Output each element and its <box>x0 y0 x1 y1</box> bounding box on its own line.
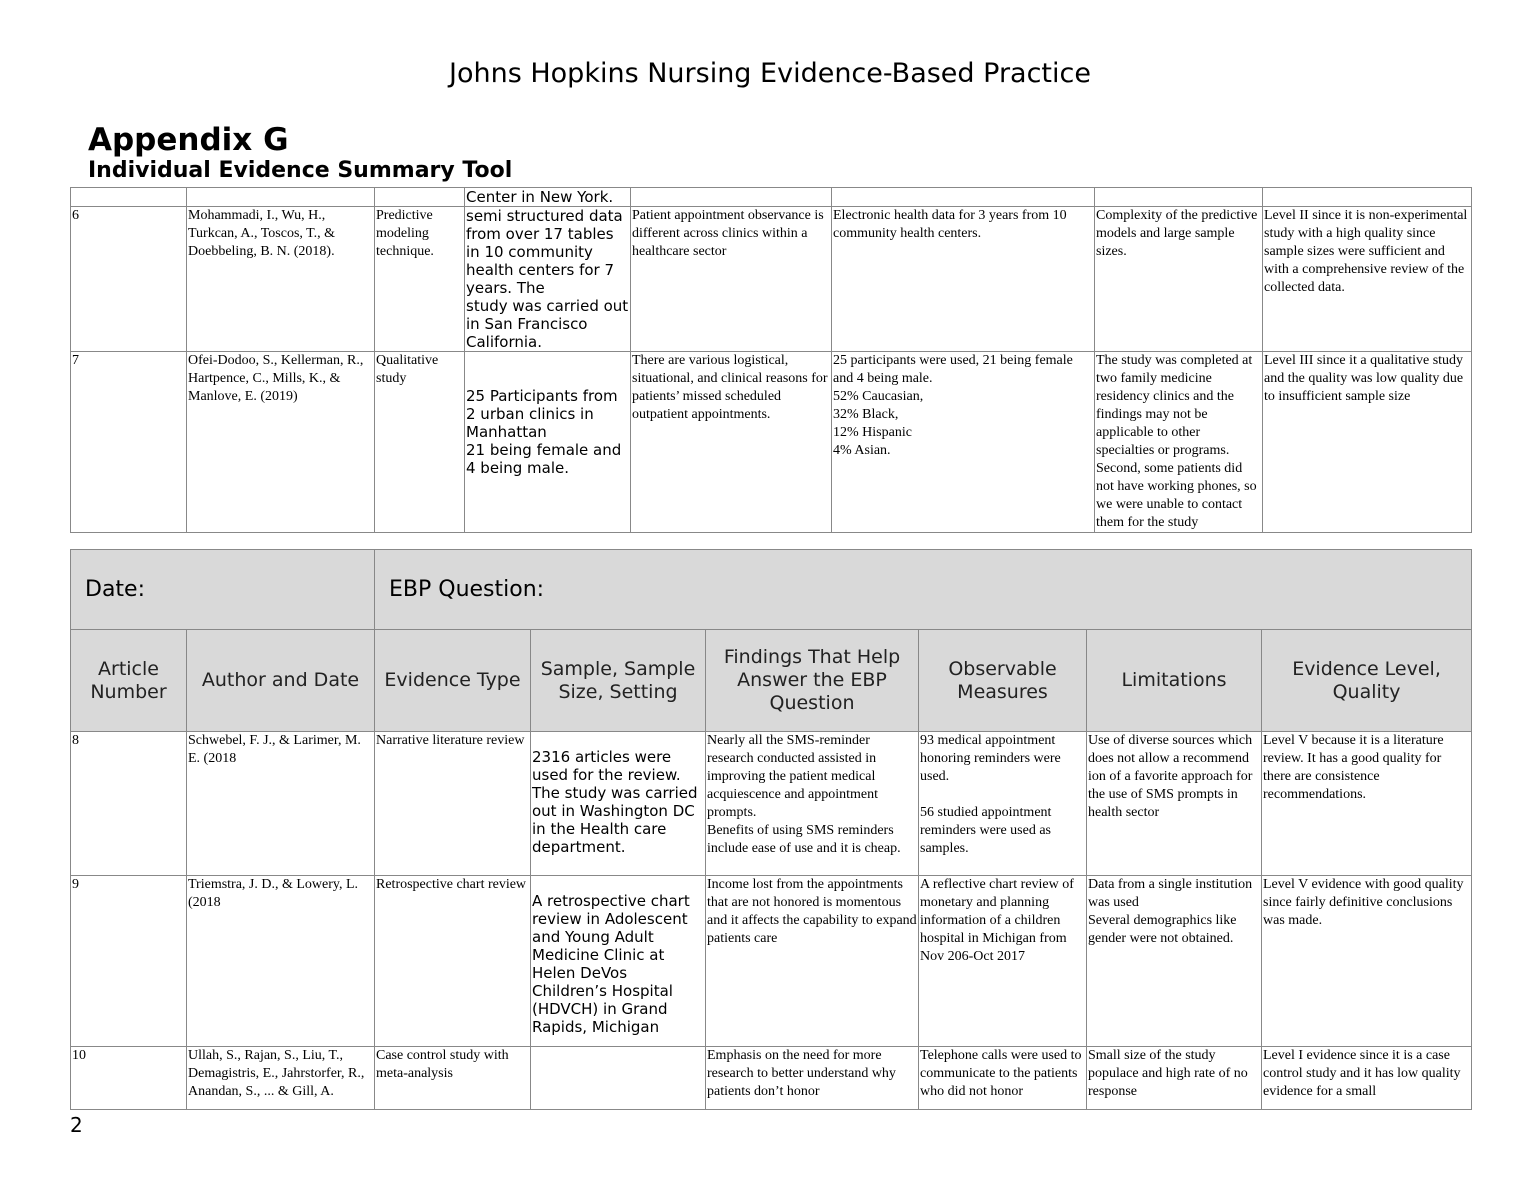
findings-cell: There are various logistical, situational, and clinical reasons for patients’ missed scheduled outpatient appointments. <box>631 352 832 533</box>
measures-cell: A reflective chart review of monetary and planning information of a children hospital in Michigan from Nov 206-Oct 2017 <box>919 876 1087 1047</box>
author-cell: Ofei-Dodoo, S., Kellerman, R., Hartpence, C., Mills, K., & Manlove, E. (2019) <box>187 352 375 533</box>
evidence-level-cell: Level V because it is a literature review. It has a good quality for there are consistence recommendations. <box>1262 732 1472 876</box>
evidence-type-cell: Qualitative study <box>375 352 465 533</box>
measures-cell: 25 participants were used, 21 being female and 4 being male. 52% Caucasian, 32% Black, 12% Hispanic 4% Asian. <box>832 352 1095 533</box>
sample-cell <box>531 1047 706 1110</box>
limitations-cell: Use of diverse sources which does not allow a recommend ion of a favorite approach for the use of SMS prompts in health sector <box>1087 732 1262 876</box>
evidence-type-cell: Predictive modeling technique. <box>375 207 465 352</box>
author-cell: Triemstra, J. D., & Lowery, L. (2018 <box>187 876 375 1047</box>
sample-cell: Center in New York. <box>465 188 631 207</box>
ebp-question-label: EBP Question: <box>375 550 1472 630</box>
limitations-cell: Data from a single institution was used Several demographics like gender were not obtained. <box>1087 876 1262 1047</box>
header-findings: Findings That Help Answer the EBP Question <box>706 630 919 732</box>
tool-subtitle: Individual Evidence Summary Tool <box>88 158 513 183</box>
sample-cell: 25 Participants from 2 urban clinics in Manhattan 21 being female and 4 being male. <box>465 352 631 533</box>
findings-cell: Nearly all the SMS-reminder research conducted assisted in improving the patient medical acquiescence and appointment prompts. Benefits of using SMS reminders include ease of use and it is cheap. <box>706 732 919 876</box>
evidence-level-cell: Level III since it a qualitative study and the quality was low quality due to insufficient sample size <box>1263 352 1472 533</box>
evidence-type-cell: Retrospective chart review <box>375 876 531 1047</box>
evidence-table-continued <box>70 187 1472 533</box>
measures-cell: Electronic health data for 3 years from 10 community health centers. <box>832 207 1095 352</box>
sample-cell: semi structured data from over 17 tables in 10 community health centers for 7 years. The study was carried out in San Francisco California. <box>465 207 631 352</box>
sample-cell: 2316 articles were used for the review. The study was carried out in Washington DC in the Health care department. <box>531 732 706 876</box>
document-header-title: Johns Hopkins Nursing Evidence-Based Practice <box>449 58 1091 89</box>
article-number-cell: 10 <box>71 1047 187 1110</box>
appendix-title: Appendix G <box>88 122 289 158</box>
table-row <box>71 352 1472 533</box>
date-label: Date: <box>71 550 375 630</box>
author-cell: Ullah, S., Rajan, S., Liu, T., Demagistris, E., Jahrstorfer, R., Anandan, S., ... & Gill, A. <box>187 1047 375 1110</box>
article-number-cell: 9 <box>71 876 187 1047</box>
header-evidence-type: Evidence Type <box>375 630 531 732</box>
author-cell: Mohammadi, I., Wu, H., Turkcan, A., Toscos, T., & Doebbeling, B. N. (2018). <box>187 207 375 352</box>
findings-cell: Income lost from the appointments that are not honored is momentous and it affects the capability to expand patients care <box>706 876 919 1047</box>
limitations-cell: Complexity of the predictive models and large sample sizes. <box>1095 207 1263 352</box>
sample-cell: A retrospective chart review in Adolescent and Young Adult Medicine Clinic at Helen DeVos Children’s Hospital (HDVCH) in Grand Rapids, Michigan <box>531 876 706 1047</box>
article-number-cell: 6 <box>71 207 187 352</box>
evidence-level-cell: Level II since it is non-experimental study with a high quality since sample sizes were sufficient and with a comprehensive review of the collected data. <box>1263 207 1472 352</box>
article-number-cell: 8 <box>71 732 187 876</box>
evidence-level-cell: Level V evidence with good quality since fairly definitive conclusions was made. <box>1262 876 1472 1047</box>
author-cell: Schwebel, F. J., & Larimer, M. E. (2018 <box>187 732 375 876</box>
evidence-type-cell: Narrative literature review <box>375 732 531 876</box>
header-limitations: Limitations <box>1087 630 1262 732</box>
limitations-cell: The study was completed at two family medicine residency clinics and the findings may not be applicable to other specialties or programs. Second, some patients did not have working phones, so we were unable to contact them for the study <box>1095 352 1263 533</box>
evidence-type-cell: Case control study with meta-analysis <box>375 1047 531 1110</box>
page-number: 2 <box>70 1113 83 1137</box>
measures-cell: 93 medical appointment honoring reminders were used. 56 studied appointment reminders were used as samples. <box>919 732 1087 876</box>
table-row <box>71 207 1472 352</box>
header-observable-measures: Observable Measures <box>919 630 1087 732</box>
header-sample: Sample, Sample Size, Setting <box>531 630 706 732</box>
article-number-cell: 7 <box>71 352 187 533</box>
findings-cell: Patient appointment observance is different across clinics within a healthcare sector <box>631 207 832 352</box>
evidence-summary-table <box>70 549 1472 1110</box>
measures-cell: Telephone calls were used to communicate to the patients who did not honor <box>919 1047 1087 1110</box>
table-row <box>71 188 1472 207</box>
header-article-number: Article Number <box>71 630 187 732</box>
limitations-cell: Small size of the study populace and high rate of no response <box>1087 1047 1262 1110</box>
table-header-row <box>71 630 1472 732</box>
date-question-band <box>71 550 1472 630</box>
table-row <box>71 876 1472 1047</box>
table-row <box>71 732 1472 876</box>
header-evidence-level: Evidence Level, Quality <box>1262 630 1472 732</box>
table-row <box>71 1047 1472 1110</box>
findings-cell: Emphasis on the need for more research to better understand why patients don’t honor <box>706 1047 919 1110</box>
header-author-date: Author and Date <box>187 630 375 732</box>
evidence-level-cell: Level I evidence since it is a case control study and it has low quality evidence for a small <box>1262 1047 1472 1110</box>
